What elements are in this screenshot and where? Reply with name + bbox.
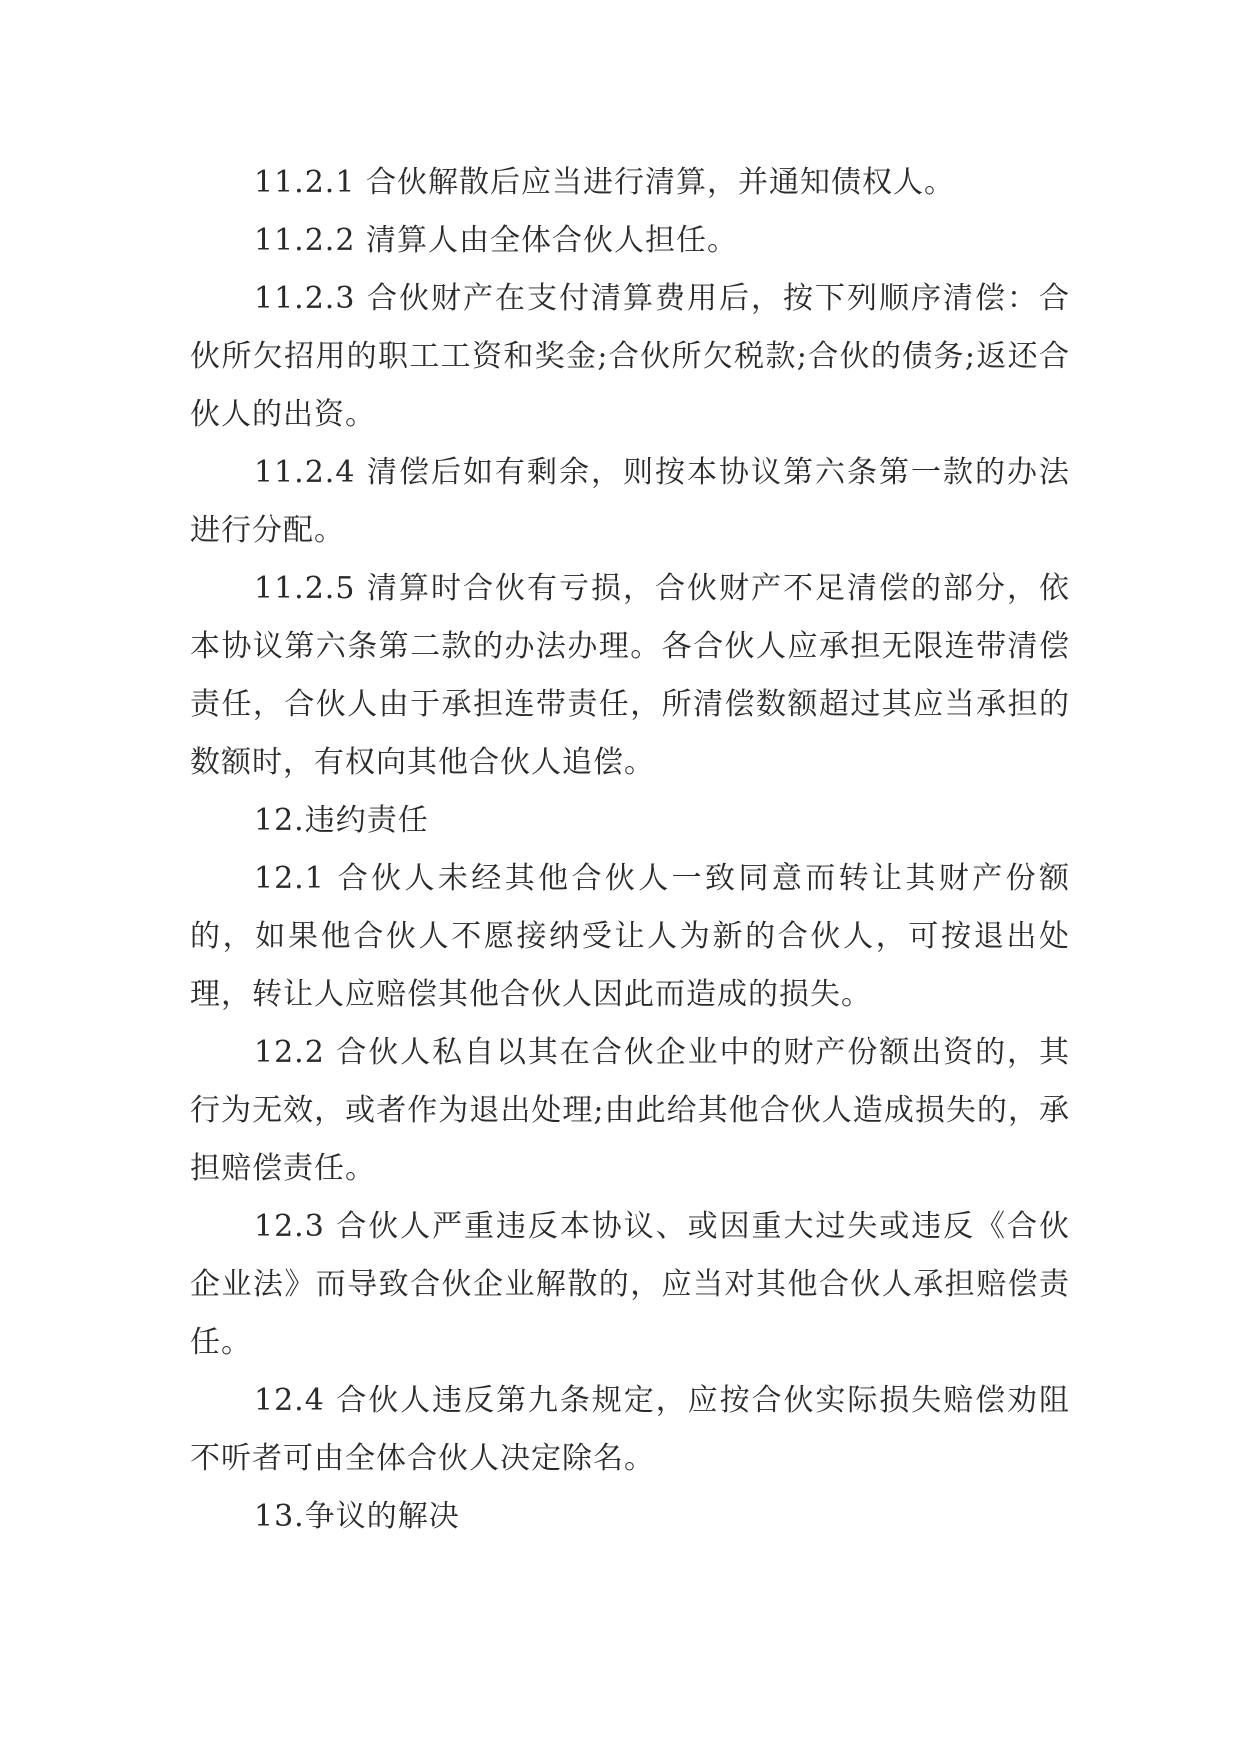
section-heading-13: 13.争议的解决 (254, 1499, 460, 1534)
clause-12-1: 12.1 合伙人未经其他合伙人一致同意而转让其财产份额的，如果他合伙人不愿接纳受让人为新的合伙人，可按退出处理，转让人应赔偿其他合伙人因此而造成的损失。 (190, 861, 1070, 1012)
clause-11-2-2: 11.2.2 清算人由全体合伙人担任。 (254, 223, 738, 258)
clause-12-3: 12.3 合伙人严重违反本协议、或因重大过失或违反《合伙企业法》而导致合伙企业解散的，应当对其他合伙人承担赔偿责任。 (190, 1209, 1070, 1360)
clause-11-2-5: 11.2.5 清算时合伙有亏损，合伙财产不足清偿的部分，依本协议第六条第二款的办法办理。各合伙人应承担无限连带清偿责任，合伙人由于承担连带责任，所清偿数额超过其应当承担的数额时，有权向其他合伙人追偿。 (190, 571, 1070, 780)
section-heading-12: 12.违约责任 (254, 803, 429, 838)
document-body (190, 154, 1070, 1546)
clause-11-2-4: 11.2.4 清偿后如有剩余，则按本协议第六条第一款的办法进行分配。 (190, 455, 1070, 548)
clause-12-4: 12.4 合伙人违反第九条规定，应按合伙实际损失赔偿劝阻不听者可由全体合伙人决定除名。 (190, 1383, 1070, 1476)
clause-12-2: 12.2 合伙人私自以其在合伙企业中的财产份额出资的，其行为无效，或者作为退出处理;由此给其他合伙人造成损失的，承担赔偿责任。 (190, 1035, 1070, 1186)
clause-11-2-1: 11.2.1 合伙解散后应当进行清算，并通知债权人。 (254, 165, 955, 200)
clause-11-2-3: 11.2.3 合伙财产在支付清算费用后，按下列顺序清偿：合伙所欠招用的职工工资和奖金;合伙所欠税款;合伙的债务;返还合伙人的出资。 (190, 281, 1070, 432)
